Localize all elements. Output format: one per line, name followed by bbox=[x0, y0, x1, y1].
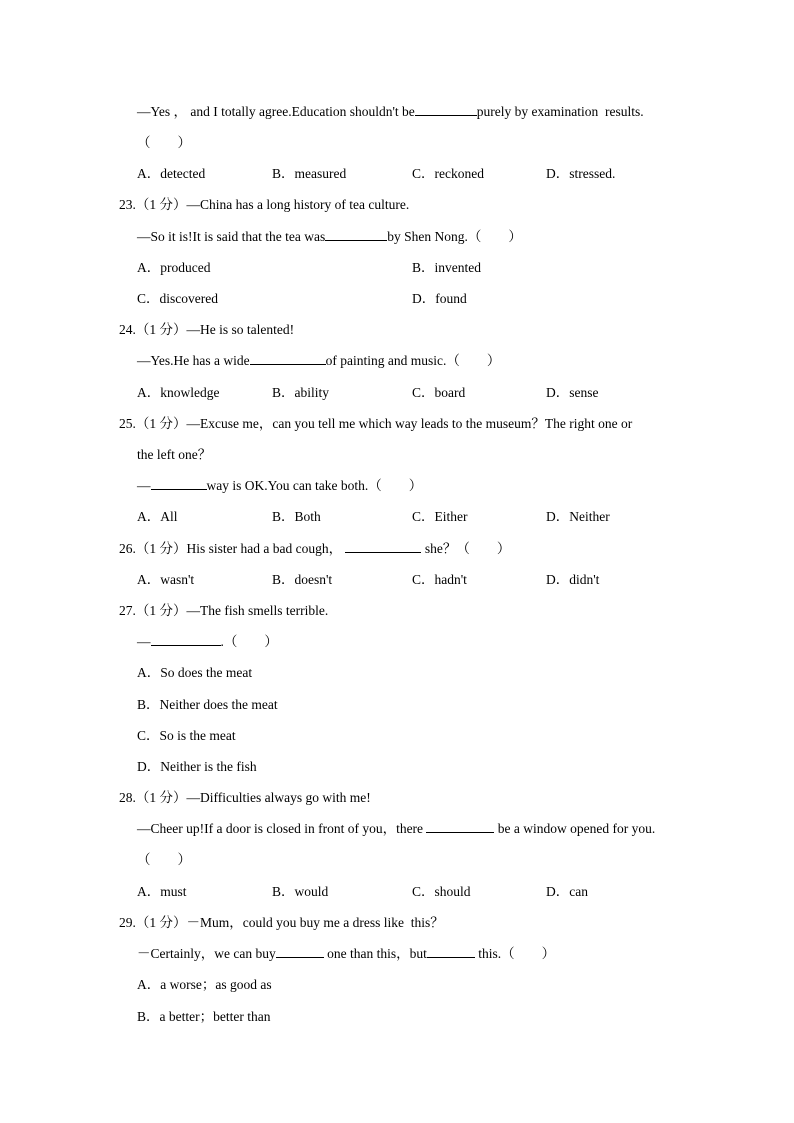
q28-paren: （ ） bbox=[137, 852, 191, 867]
q29-text-a: －Certainly，we can buy bbox=[137, 946, 276, 961]
q23-option-a[interactable]: A．produced bbox=[137, 260, 211, 275]
q25-line3 bbox=[137, 476, 422, 496]
q25-option-c[interactable]: C．Either bbox=[412, 509, 468, 524]
q27-text-a: — bbox=[137, 634, 151, 649]
q29-text-b: one than this，but bbox=[327, 946, 427, 961]
q23-head: 23.（1 分）—China has a long history of tea culture. bbox=[119, 197, 410, 212]
q27-option-b[interactable]: B．Neither does the meat bbox=[137, 697, 278, 712]
q24-text-a: —Yes.He has a wide bbox=[137, 353, 250, 368]
q26-text-a: 26.（1 分）His sister had a bad cough， bbox=[119, 541, 343, 556]
q25-option-a[interactable]: A．All bbox=[137, 509, 178, 524]
q25-text-a: — bbox=[137, 478, 151, 493]
q28-text-a: —Cheer up!If a door is closed in front of you，there bbox=[137, 821, 424, 836]
q23-text-a: —So it is!It is said that the tea was bbox=[137, 229, 326, 244]
q25-option-b[interactable]: B．Both bbox=[272, 509, 321, 524]
q29-head: 29.（1 分）－Mum，could you buy me a dress like this？ bbox=[119, 915, 444, 930]
q27-head: 27.（1 分）—The fish smells terrible. bbox=[119, 603, 329, 618]
q24-line2 bbox=[137, 351, 500, 371]
q27-text-b: .（ ） bbox=[220, 634, 278, 649]
q28-option-a[interactable]: A．must bbox=[137, 884, 187, 899]
q28-line2 bbox=[137, 819, 655, 839]
q24-blank[interactable] bbox=[250, 351, 326, 365]
q29-text-c: this.（ ） bbox=[478, 946, 556, 961]
q26-blank[interactable] bbox=[345, 539, 421, 553]
q27-line2 bbox=[137, 632, 278, 652]
q22-option-d[interactable]: D．stressed. bbox=[546, 166, 616, 181]
q25-line2: the left one？ bbox=[137, 447, 212, 462]
q23-option-d[interactable]: D．found bbox=[412, 291, 467, 306]
q23-option-c[interactable]: C．discovered bbox=[137, 291, 218, 306]
q27-option-c[interactable]: C．So is the meat bbox=[137, 728, 236, 743]
q22-option-a[interactable]: A．detected bbox=[137, 166, 206, 181]
q26-text-b: she？（ ） bbox=[424, 541, 511, 556]
q29-line2 bbox=[137, 944, 555, 964]
q26-option-d[interactable]: D．didn't bbox=[546, 572, 600, 587]
q24-option-a[interactable]: A．knowledge bbox=[137, 385, 220, 400]
q27-option-a[interactable]: A．So does the meat bbox=[137, 665, 253, 680]
q27-blank[interactable] bbox=[151, 632, 221, 646]
q25-head: 25.（1 分）—Excuse me，can you tell me which way leads to the museum？The right one or bbox=[119, 416, 633, 431]
q22-line1 bbox=[137, 102, 644, 122]
q28-head: 28.（1 分）—Difficulties always go with me! bbox=[119, 790, 371, 805]
q26-option-c[interactable]: C．hadn't bbox=[412, 572, 467, 587]
q24-text-b: of painting and music.（ ） bbox=[325, 353, 501, 368]
q23-option-b[interactable]: B．invented bbox=[412, 260, 481, 275]
q26-option-a[interactable]: A．wasn't bbox=[137, 572, 195, 587]
q28-option-d[interactable]: D．can bbox=[546, 884, 588, 899]
q22-paren: （ ） bbox=[137, 135, 191, 150]
q24-option-c[interactable]: C．board bbox=[412, 385, 466, 400]
q23-line2 bbox=[137, 227, 522, 247]
q25-option-d[interactable]: D．Neither bbox=[546, 509, 610, 524]
q25-text-b: way is OK.You can take both.（ ） bbox=[206, 478, 423, 493]
q28-blank[interactable] bbox=[426, 819, 494, 833]
q26-option-b[interactable]: B．doesn't bbox=[272, 572, 333, 587]
q23-blank[interactable] bbox=[325, 227, 387, 241]
q22-option-b[interactable]: B．measured bbox=[272, 166, 347, 181]
q29-blank-2[interactable] bbox=[427, 944, 475, 958]
q27-option-d[interactable]: D．Neither is the fish bbox=[137, 759, 257, 774]
q28-text-b: be a window opened for you. bbox=[497, 821, 656, 836]
q29-blank-1[interactable] bbox=[276, 944, 324, 958]
q29-option-b[interactable]: B．a better；better than bbox=[137, 1009, 271, 1024]
q25-blank[interactable] bbox=[151, 476, 207, 490]
q24-head: 24.（1 分）—He is so talented! bbox=[119, 322, 295, 337]
q22-text-b: purely by examination results. bbox=[476, 104, 644, 119]
q23-text-b: by Shen Nong.（ ） bbox=[387, 229, 522, 244]
q22-text-a: —Yes ， and I totally agree.Education shouldn't be bbox=[137, 104, 415, 119]
q24-option-b[interactable]: B．ability bbox=[272, 385, 329, 400]
q22-blank[interactable] bbox=[415, 102, 477, 116]
q22-option-c[interactable]: C．reckoned bbox=[412, 166, 484, 181]
q28-option-b[interactable]: B．would bbox=[272, 884, 329, 899]
q24-option-d[interactable]: D．sense bbox=[546, 385, 599, 400]
q26-head bbox=[119, 539, 510, 559]
q29-option-a[interactable]: A．a worse；as good as bbox=[137, 977, 272, 992]
q28-option-c[interactable]: C．should bbox=[412, 884, 471, 899]
